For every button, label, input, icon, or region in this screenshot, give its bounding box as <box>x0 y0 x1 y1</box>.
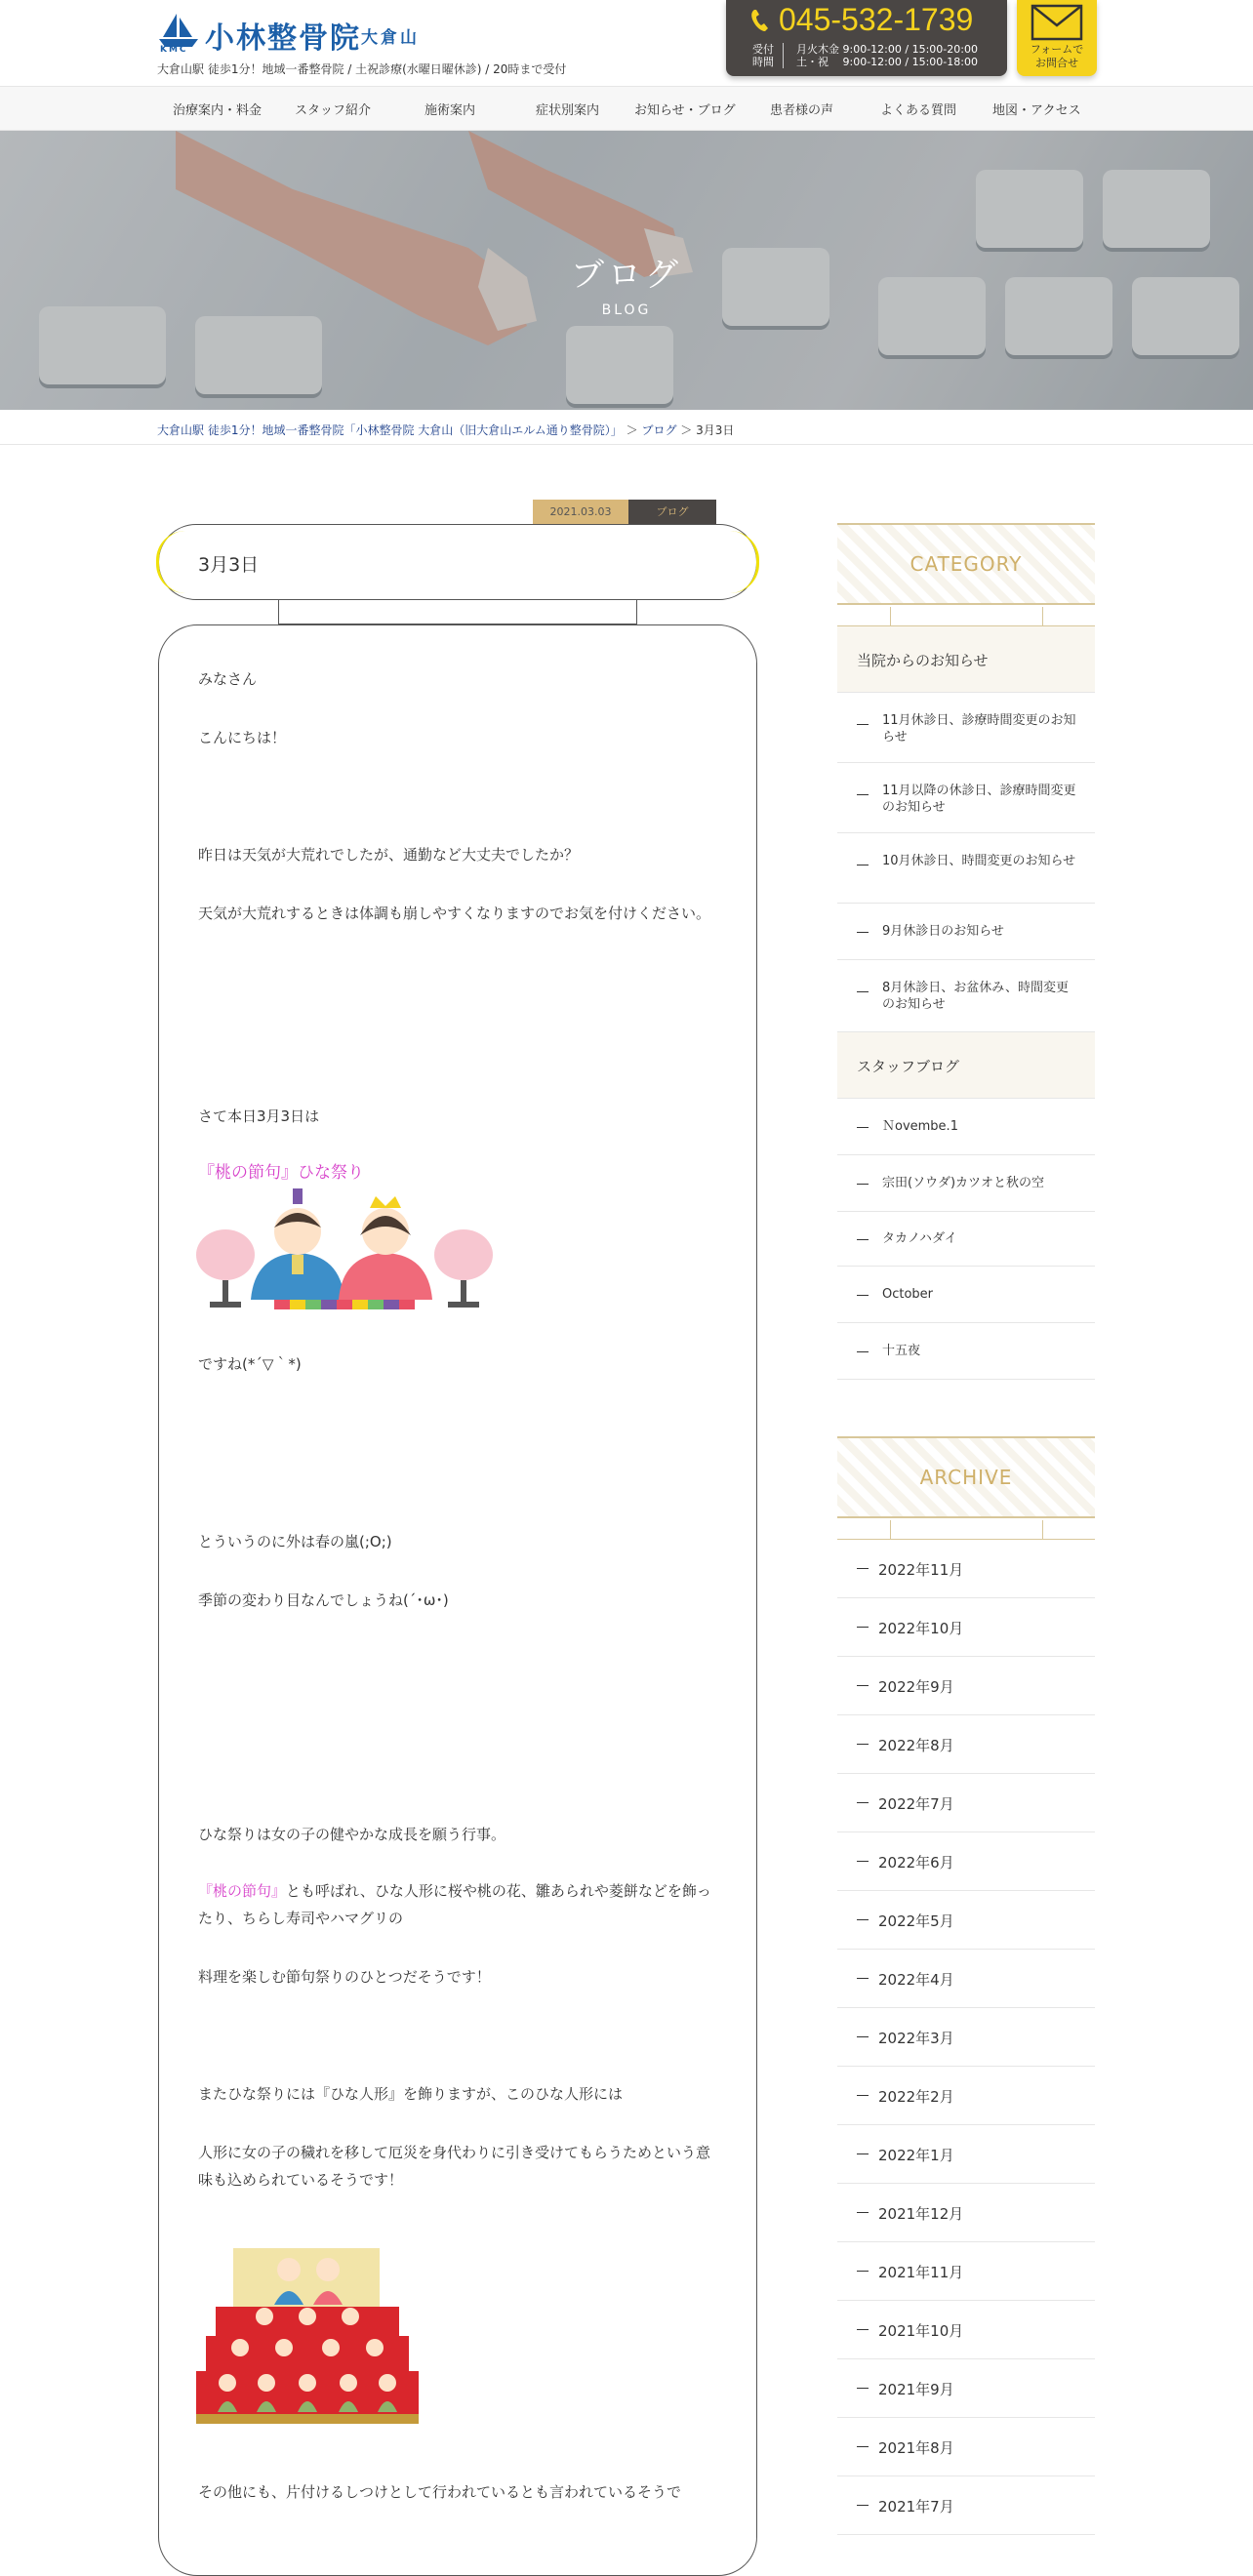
nav-item-faq[interactable]: よくある質問 <box>880 103 957 118</box>
nav-item-services[interactable]: 施術案内 <box>424 103 476 118</box>
header-tagline: 大倉山駅 徒歩1分！地域一番整骨院 / 土祝診療(水曜日曜休診) / 20時まで受付 <box>157 62 567 76</box>
post-paragraph: さて本日3月3日は <box>198 1107 320 1125</box>
sidebar-post-link[interactable]: タカノハダイ <box>837 1212 1095 1267</box>
hero-subtitle: BLOG <box>601 302 652 318</box>
connector-line <box>636 599 637 624</box>
heading-divider <box>837 1520 1095 1540</box>
nav-item-symptoms[interactable]: 症状別案内 <box>536 103 600 118</box>
breadcrumb-home-link[interactable]: 大倉山駅 徒歩1分！地域一番整骨院「小林整骨院 大倉山（旧大倉山エルム通り整骨院）」 <box>157 423 623 437</box>
category-heading: CATEGORY <box>909 552 1023 576</box>
post-paragraph: 季節の変わり目なんでしょうね(´･ω･) <box>198 1591 449 1609</box>
archive-link[interactable]: 2022年3月 <box>837 2008 1095 2067</box>
heading-divider <box>837 607 1095 626</box>
phone-number[interactable]: 045-532-1739 <box>779 2 974 37</box>
post-paragraph: 天気が大荒れするときは体調も崩しやすくなりますのでお気を付けください。 <box>198 905 711 922</box>
nav-item-access[interactable]: 地図・アクセス <box>992 103 1081 118</box>
archive-link[interactable]: 2021年11月 <box>837 2242 1095 2301</box>
post-paragraph: 『桃の節句』とも呼ばれ、ひな人形に桜や桃の花、雛あられや菱餅などを飾ったり、ちらし寿司やハマグリの <box>198 1882 711 1927</box>
logo-mark: KMC <box>160 45 188 55</box>
hours-text: 月火木金 9:00-12:00 / 15:00-20:00 土・祝 9:00-12:00 / 15:00-18:00 <box>796 43 978 68</box>
archive-link[interactable]: 2021年12月 <box>837 2184 1095 2242</box>
archive-link[interactable]: 2022年6月 <box>837 1832 1095 1891</box>
breadcrumb-separator: ＞ <box>622 423 642 437</box>
site-header <box>0 0 1253 86</box>
sidebar-post-link[interactable]: 8月休診日、お盆休み、時間変更のお知らせ <box>837 960 1095 1032</box>
archive-link[interactable]: 2021年7月 <box>837 2476 1095 2535</box>
sidebar-post-link[interactable]: 宗田(ソウダ)カツオと秋の空 <box>837 1155 1095 1212</box>
archive-link[interactable]: 2021年8月 <box>837 2418 1095 2476</box>
archive-link[interactable]: 2022年7月 <box>837 1774 1095 1832</box>
post-highlight: 『桃の節句』ひな祭り <box>198 1163 364 1183</box>
post-paragraph: ですね(*´▽｀*) <box>198 1355 302 1373</box>
post-paragraph: みなさん <box>198 670 258 688</box>
post-title-box <box>158 524 757 600</box>
archive-link[interactable]: 2021年9月 <box>837 2359 1095 2418</box>
post-date: 2021.03.03 <box>533 500 628 524</box>
contact-form-button[interactable] <box>1017 0 1097 76</box>
sidebar-post-link[interactable]: 10月休診日、時間変更のお知らせ <box>837 833 1095 904</box>
archive-heading: ARCHIVE <box>919 1466 1013 1489</box>
post-paragraph: 昨日は天気が大荒れでしたが、通勤など大丈夫でしたか？ <box>198 846 580 864</box>
hina-dolls-image <box>196 1187 493 1313</box>
nav-item-news-blog[interactable]: お知らせ・ブログ <box>634 103 736 118</box>
archive-link[interactable]: 2021年10月 <box>837 2301 1095 2359</box>
archive-link[interactable]: 2022年9月 <box>837 1657 1095 1715</box>
post-paragraph: こんにちは！ <box>198 729 287 746</box>
post-paragraph: その他にも、片付けるしつけとして行われているとも言われているそうで <box>198 2483 682 2501</box>
sidebar-post-link[interactable]: 11月休診日、診療時間変更のお知らせ <box>837 693 1095 763</box>
hina-display-image <box>196 2248 419 2424</box>
breadcrumb-blog-link[interactable]: ブログ <box>641 423 677 437</box>
phone-contact-box[interactable] <box>726 0 1007 76</box>
archive-link[interactable]: 2022年11月 <box>837 1540 1095 1598</box>
phone-icon <box>749 8 771 33</box>
category-heading-box <box>837 523 1095 605</box>
post-paragraph: またひな祭りには『ひな人形』を飾りますが、このひな人形には <box>198 2085 624 2103</box>
nav-item-treatment[interactable]: 治療案内・料金 <box>173 103 263 118</box>
category-notice[interactable]: 当院からのお知らせ <box>837 626 1095 693</box>
archive-link[interactable]: 2022年10月 <box>837 1598 1095 1657</box>
mail-icon <box>1031 4 1083 41</box>
post-title: 3月3日 <box>198 554 260 576</box>
archive-link[interactable]: 2022年4月 <box>837 1950 1095 2008</box>
post-paragraph: 料理を楽しむ節句祭りのひとつだそうです！ <box>198 1968 491 1986</box>
sidebar-post-link[interactable]: 11月以降の休診日、診療時間変更のお知らせ <box>837 763 1095 833</box>
archive-heading-box <box>837 1436 1095 1518</box>
archive-link[interactable]: 2022年8月 <box>837 1715 1095 1774</box>
nav-item-staff[interactable]: スタッフ紹介 <box>295 103 372 118</box>
hero-banner <box>0 131 1253 410</box>
archive-link[interactable]: 2022年5月 <box>837 1891 1095 1950</box>
hours-divider <box>783 43 784 68</box>
logo-location[interactable]: 大倉山 <box>361 28 420 48</box>
connector-line <box>278 599 279 624</box>
logo-title[interactable]: 小林整骨院 <box>205 21 361 56</box>
post-category-tag[interactable]: ブログ <box>628 500 716 524</box>
breadcrumb-separator: ＞ <box>676 423 697 437</box>
post-paragraph: ひな祭りは女の子の健やかな成長を願う行事。 <box>198 1826 506 1843</box>
sidebar-post-link[interactable]: October <box>837 1267 1095 1323</box>
nav-item-reviews[interactable]: 患者様の声 <box>770 103 834 118</box>
archive-link[interactable]: 2022年1月 <box>837 2125 1095 2184</box>
global-nav <box>0 86 1253 131</box>
post-paragraph: とういうのに外は春の嵐(;O;) <box>198 1533 392 1550</box>
category-staff-blog[interactable]: スタッフブログ <box>837 1032 1095 1099</box>
archive-link[interactable]: 2022年2月 <box>837 2067 1095 2125</box>
sidebar-post-link[interactable]: 9月休診日のお知らせ <box>837 904 1095 960</box>
hours-label: 受付 時間 <box>752 43 774 68</box>
sidebar-post-link[interactable]: Ｎovembe.1 <box>837 1099 1095 1155</box>
breadcrumb <box>0 410 1253 445</box>
hero-title: ブログ <box>571 256 682 295</box>
post-paragraph: 人形に女の子の穢れを移して厄災を身代わりに引き受けてもらうためという意味も込められているそうです！ <box>198 2144 711 2189</box>
sidebar-post-link[interactable]: 十五夜 <box>837 1323 1095 1380</box>
breadcrumb-current: 3月3日 <box>696 423 735 437</box>
post-highlight: 『桃の節句』 <box>198 1882 287 1900</box>
contact-form-label: フォームで お問合せ <box>1030 43 1084 69</box>
